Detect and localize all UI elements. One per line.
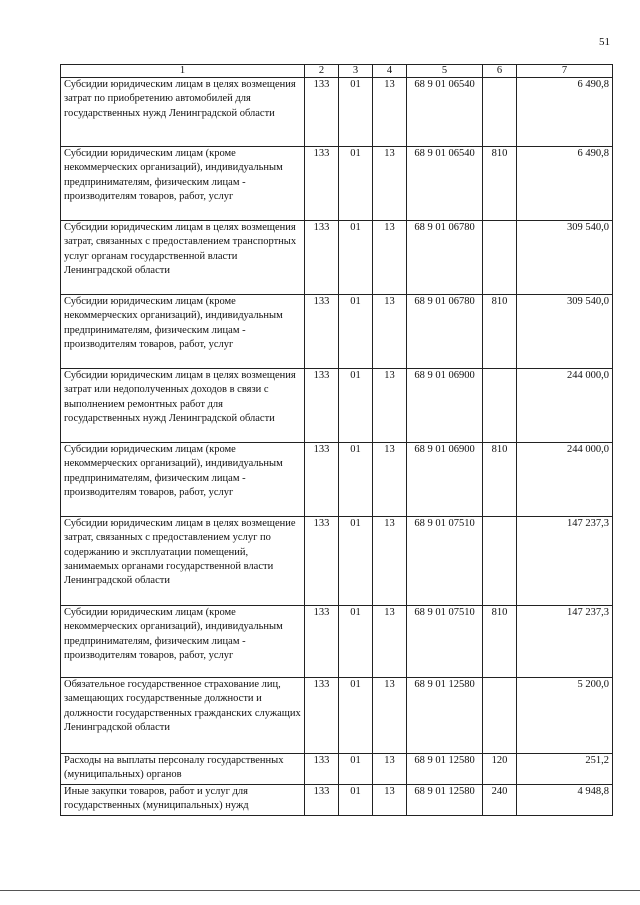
amount: 6 490,8 (517, 147, 613, 221)
expense-type-code: 810 (483, 443, 517, 517)
column-header-4: 4 (373, 65, 407, 78)
amount: 244 000,0 (517, 443, 613, 517)
table-row (61, 369, 613, 443)
table-row (61, 295, 613, 369)
item-name: Субсидии юридическим лицам (кроме некоммерческих организаций), индивидуальным предпринимателям, физическим лицам - производителям товаров, работ, услуг (61, 443, 305, 517)
expense-type-code: 240 (483, 785, 517, 816)
item-name: Субсидии юридическим лицам в целях возмещения затрат, связанных с предоставлением транспортных услуг органам государственной власти Ленинградской области (61, 221, 305, 295)
subsection-code: 13 (373, 295, 407, 369)
amount: 309 540,0 (517, 295, 613, 369)
amount: 5 200,0 (517, 678, 613, 754)
section-code: 01 (339, 754, 373, 785)
section-code: 01 (339, 678, 373, 754)
subsection-code: 13 (373, 785, 407, 816)
expense-type-code (483, 221, 517, 295)
expense-type-code (483, 369, 517, 443)
expense-type-code: 810 (483, 295, 517, 369)
ministry-code: 133 (305, 369, 339, 443)
item-name: Субсидии юридическим лицам в целях возмещение затрат, связанных с предоставлением услуг по содержанию и эксплуатации помещений, занимаемых органами государственной власти Ленинградской области (61, 517, 305, 606)
ministry-code: 133 (305, 785, 339, 816)
item-name: Расходы на выплаты персоналу государственных (муниципальных) органов (61, 754, 305, 785)
subsection-code: 13 (373, 147, 407, 221)
item-name: Иные закупки товаров, работ и услуг для государственных (муниципальных) нужд (61, 785, 305, 816)
target-article-code: 68 9 01 12580 (407, 754, 483, 785)
column-header-7: 7 (517, 65, 613, 78)
target-article-code: 68 9 01 12580 (407, 678, 483, 754)
item-name: Субсидии юридическим лицам в целях возмещения затрат по приобретению автомобилей для государственных нужд Ленинградской области (61, 78, 305, 147)
ministry-code: 133 (305, 221, 339, 295)
table-row (61, 517, 613, 606)
page-number: 51 (599, 36, 610, 48)
table-row (61, 785, 613, 816)
amount: 309 540,0 (517, 221, 613, 295)
item-name: Субсидии юридическим лицам (кроме некоммерческих организаций), индивидуальным предпринимателям, физическим лицам - производителям товаров, работ, услуг (61, 295, 305, 369)
expense-type-code: 810 (483, 147, 517, 221)
section-code: 01 (339, 295, 373, 369)
target-article-code: 68 9 01 07510 (407, 606, 483, 678)
expense-type-code: 120 (483, 754, 517, 785)
target-article-code: 68 9 01 06540 (407, 147, 483, 221)
ministry-code: 133 (305, 754, 339, 785)
section-code: 01 (339, 606, 373, 678)
ministry-code: 133 (305, 147, 339, 221)
column-header-6: 6 (483, 65, 517, 78)
budget-table (60, 64, 613, 816)
column-header-3: 3 (339, 65, 373, 78)
item-name: Обязательное государственное страхование лиц, замещающих государственные должности и должности государственных гражданских служащих Ленинградской области (61, 678, 305, 754)
table-row (61, 147, 613, 221)
header-row (61, 65, 613, 78)
expense-type-code (483, 517, 517, 606)
amount: 244 000,0 (517, 369, 613, 443)
target-article-code: 68 9 01 07510 (407, 517, 483, 606)
target-article-code: 68 9 01 12580 (407, 785, 483, 816)
amount: 251,2 (517, 754, 613, 785)
ministry-code: 133 (305, 517, 339, 606)
section-code: 01 (339, 147, 373, 221)
amount: 147 237,3 (517, 606, 613, 678)
table-row (61, 606, 613, 678)
target-article-code: 68 9 01 06780 (407, 221, 483, 295)
target-article-code: 68 9 01 06540 (407, 78, 483, 147)
table-row (61, 678, 613, 754)
subsection-code: 13 (373, 606, 407, 678)
ministry-code: 133 (305, 678, 339, 754)
section-code: 01 (339, 221, 373, 295)
table-row (61, 221, 613, 295)
ministry-code: 133 (305, 606, 339, 678)
subsection-code: 13 (373, 517, 407, 606)
expense-type-code (483, 78, 517, 147)
amount: 147 237,3 (517, 517, 613, 606)
amount: 6 490,8 (517, 78, 613, 147)
subsection-code: 13 (373, 678, 407, 754)
table-row (61, 443, 613, 517)
table-row (61, 754, 613, 785)
column-header-1: 1 (61, 65, 305, 78)
section-code: 01 (339, 369, 373, 443)
subsection-code: 13 (373, 221, 407, 295)
expense-type-code (483, 678, 517, 754)
target-article-code: 68 9 01 06900 (407, 369, 483, 443)
expense-type-code: 810 (483, 606, 517, 678)
ministry-code: 133 (305, 78, 339, 147)
target-article-code: 68 9 01 06780 (407, 295, 483, 369)
ministry-code: 133 (305, 443, 339, 517)
amount: 4 948,8 (517, 785, 613, 816)
item-name: Субсидии юридическим лицам (кроме некоммерческих организаций), индивидуальным предпринимателям, физическим лицам - производителям товаров, работ, услуг (61, 606, 305, 678)
section-code: 01 (339, 78, 373, 147)
column-header-5: 5 (407, 65, 483, 78)
page-bottom-rule (0, 890, 640, 891)
item-name: Субсидии юридическим лицам (кроме некоммерческих организаций), индивидуальным предпринимателям, физическим лицам - производителям товаров, работ, услуг (61, 147, 305, 221)
section-code: 01 (339, 517, 373, 606)
subsection-code: 13 (373, 443, 407, 517)
ministry-code: 133 (305, 295, 339, 369)
section-code: 01 (339, 443, 373, 517)
subsection-code: 13 (373, 754, 407, 785)
subsection-code: 13 (373, 369, 407, 443)
column-header-2: 2 (305, 65, 339, 78)
table-row (61, 78, 613, 147)
item-name: Субсидии юридическим лицам в целях возмещения затрат или недополученных доходов в связи с выполнением ремонтных работ для государственных нужд Ленинградской области (61, 369, 305, 443)
target-article-code: 68 9 01 06900 (407, 443, 483, 517)
subsection-code: 13 (373, 78, 407, 147)
section-code: 01 (339, 785, 373, 816)
